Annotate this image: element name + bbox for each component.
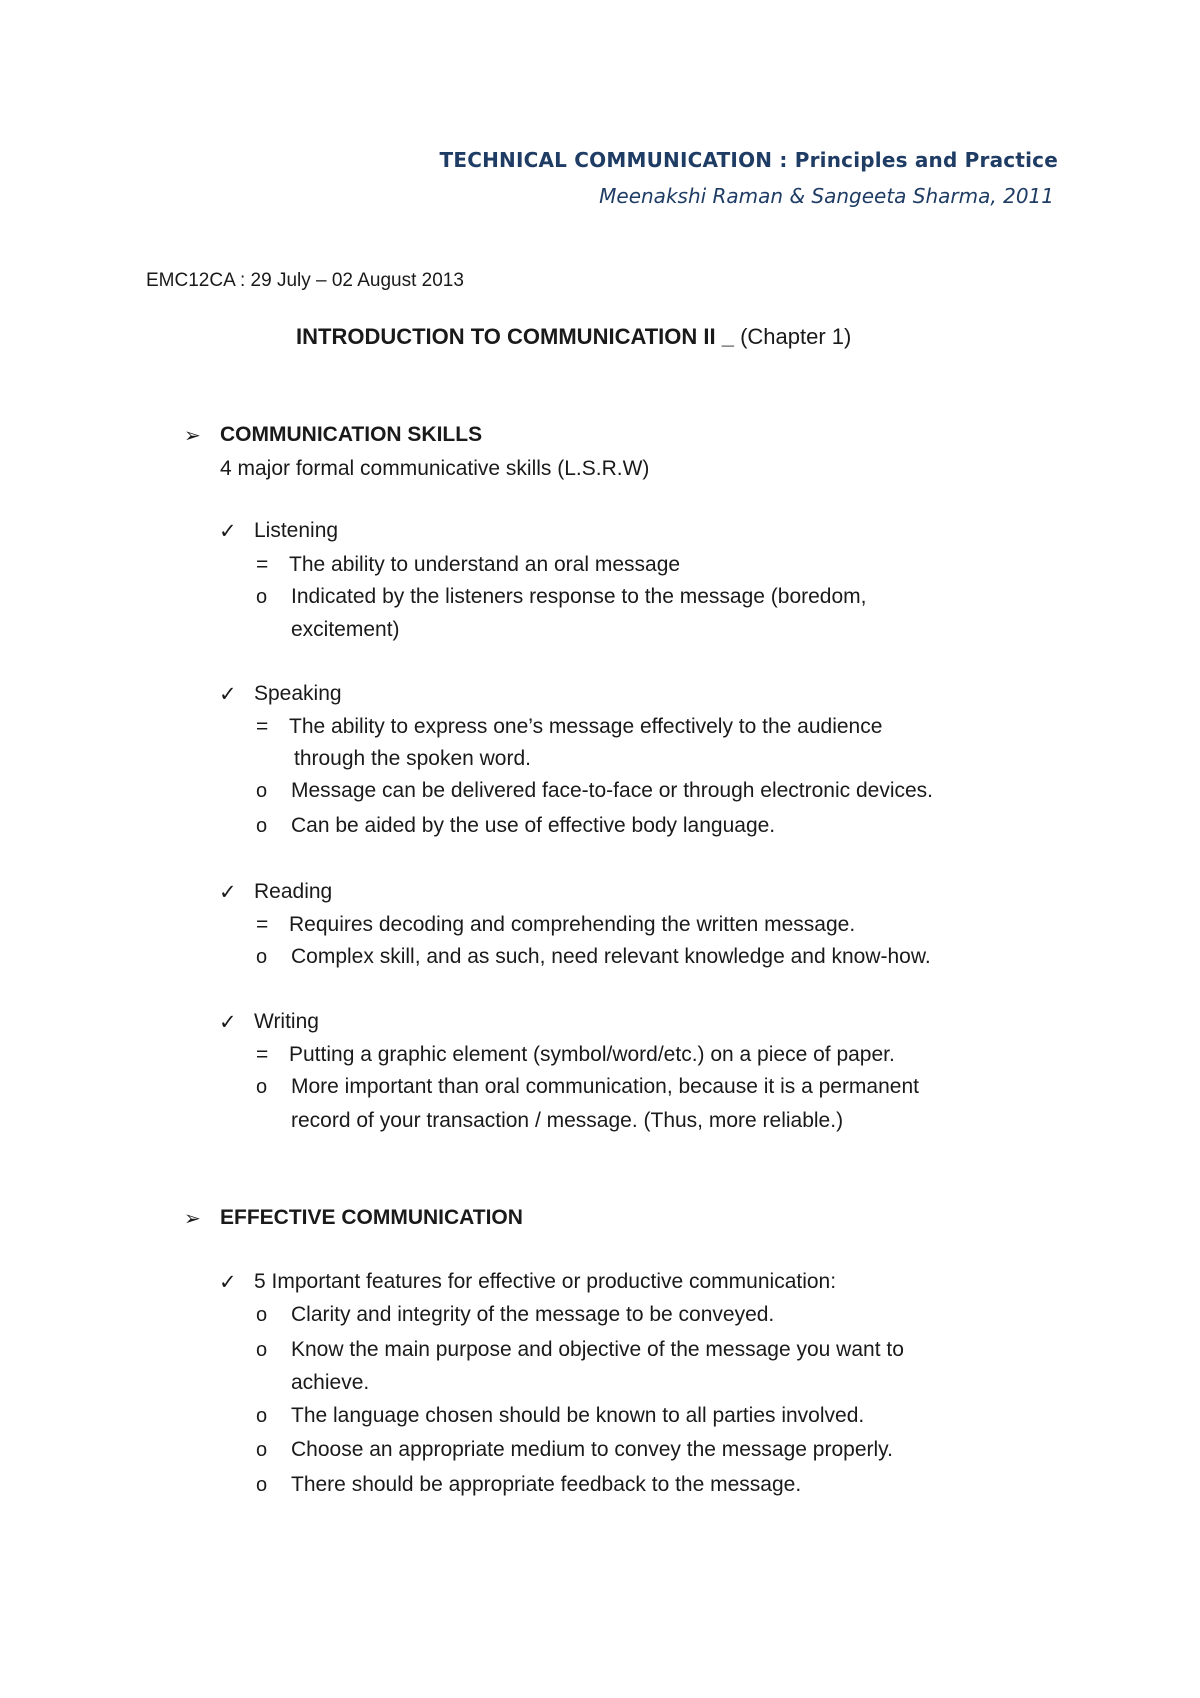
listening-definition: The ability to understand an oral message bbox=[289, 553, 681, 576]
feature-item-2-line1: Know the main purpose and objective of the message you want to bbox=[291, 1338, 904, 1361]
circle-bullet-icon: o bbox=[256, 1304, 268, 1326]
circle-bullet-icon: o bbox=[256, 1474, 268, 1496]
section-intro: 4 major formal communicative skills (L.S.R.W) bbox=[220, 457, 650, 480]
reading-point-1: Complex skill, and as such, need relevant knowledge and know-how. bbox=[291, 945, 931, 968]
circle-bullet-icon: o bbox=[256, 780, 268, 802]
reference-title: TECHNICAL COMMUNICATION : Principles and Practice bbox=[439, 148, 1058, 172]
circle-bullet-icon: o bbox=[256, 815, 268, 837]
circle-bullet-icon: o bbox=[256, 1439, 268, 1461]
arrow-bullet-icon: ➢ bbox=[184, 423, 201, 447]
page-title-chapter: (Chapter 1) bbox=[733, 324, 852, 349]
section-heading-communication-skills: COMMUNICATION SKILLS bbox=[220, 423, 483, 446]
skill-label-reading: Reading bbox=[254, 880, 333, 903]
listening-point-line1: Indicated by the listeners response to the message (boredom, bbox=[291, 585, 867, 608]
speaking-definition-line2: through the spoken word. bbox=[294, 747, 531, 770]
equals-marker: = bbox=[256, 715, 269, 738]
equals-marker: = bbox=[256, 553, 269, 576]
check-icon: ✓ bbox=[219, 519, 237, 543]
circle-bullet-icon: o bbox=[256, 586, 268, 608]
skill-label-speaking: Speaking bbox=[254, 682, 342, 705]
reading-definition: Requires decoding and comprehending the written message. bbox=[289, 913, 856, 936]
equals-marker: = bbox=[256, 913, 269, 936]
circle-bullet-icon: o bbox=[256, 1405, 268, 1427]
course-info: EMC12CA : 29 July – 02 August 2013 bbox=[146, 270, 464, 291]
writing-point-line1: More important than oral communication, because it is a permanent bbox=[291, 1075, 919, 1098]
speaking-definition-line1: The ability to express one’s message effectively to the audience bbox=[289, 715, 883, 738]
feature-item-1: Clarity and integrity of the message to be conveyed. bbox=[291, 1303, 775, 1326]
section-heading-effective-communication: EFFECTIVE COMMUNICATION bbox=[220, 1206, 523, 1229]
circle-bullet-icon: o bbox=[256, 1076, 268, 1098]
circle-bullet-icon: o bbox=[256, 946, 268, 968]
feature-item-4: Choose an appropriate medium to convey the message properly. bbox=[291, 1438, 893, 1461]
check-icon: ✓ bbox=[219, 1270, 237, 1294]
reference-authors: Meenakshi Raman & Sangeeta Sharma, 2011 bbox=[599, 184, 1054, 208]
check-icon: ✓ bbox=[219, 880, 237, 904]
feature-item-3: The language chosen should be known to all parties involved. bbox=[291, 1404, 865, 1427]
writing-point-line2: record of your transaction / message. (Thus, more reliable.) bbox=[291, 1109, 844, 1132]
arrow-bullet-icon: ➢ bbox=[184, 1206, 201, 1230]
feature-item-5: There should be appropriate feedback to the message. bbox=[291, 1473, 802, 1496]
speaking-point-1: Message can be delivered face-to-face or through electronic devices. bbox=[291, 779, 934, 802]
skill-label-listening: Listening bbox=[254, 519, 339, 542]
feature-item-2-line2: achieve. bbox=[291, 1371, 370, 1394]
check-icon: ✓ bbox=[219, 1010, 237, 1034]
page-title bbox=[296, 324, 851, 350]
circle-bullet-icon: o bbox=[256, 1339, 268, 1361]
equals-marker: = bbox=[256, 1043, 269, 1066]
features-label: 5 Important features for effective or productive communication: bbox=[254, 1270, 837, 1293]
speaking-point-2: Can be aided by the use of effective body language. bbox=[291, 814, 776, 837]
writing-definition: Putting a graphic element (symbol/word/etc.) on a piece of paper. bbox=[289, 1043, 895, 1066]
skill-label-writing: Writing bbox=[254, 1010, 319, 1033]
check-icon: ✓ bbox=[219, 682, 237, 706]
listening-point-line2: excitement) bbox=[291, 618, 400, 641]
page-title-main: INTRODUCTION TO COMMUNICATION II _ bbox=[296, 324, 734, 349]
